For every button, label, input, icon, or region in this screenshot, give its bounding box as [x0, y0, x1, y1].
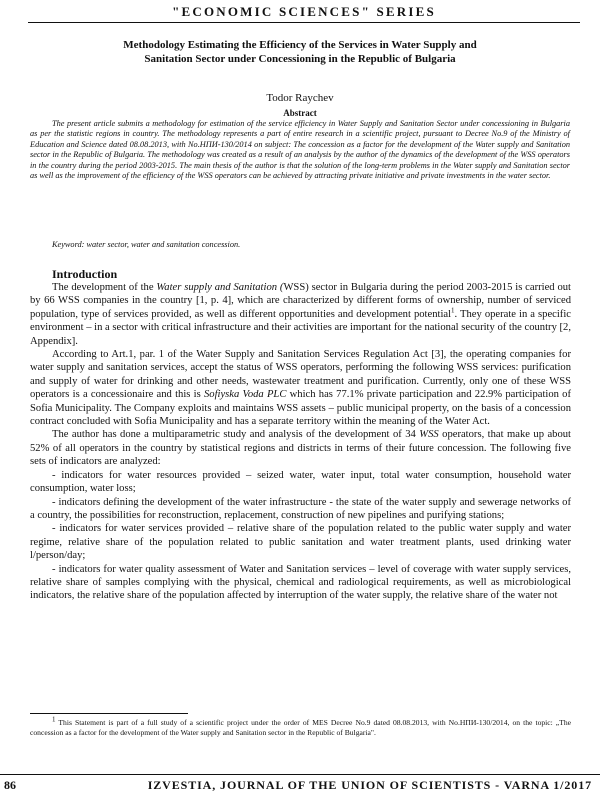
author-name: Todor Raychev	[266, 92, 334, 104]
paragraph-2	[30, 348, 571, 428]
paragraph-3-part-b: operators, that make up about 52% of all operators in the country by statistical regions and districts in terms of their future concession. The following five sets of indicators are analyzed:	[30, 429, 572, 468]
footer-divider	[0, 774, 600, 775]
paragraph-3-emphasis: WSS	[419, 429, 439, 441]
footnote-text: This Statement is part of a full study of a scientific project under the order of MES Decree No.9 dated 08.08.2013, with No.НПИ-130/2014, on the topic: „The concession as a factor for the development of the Water supply and Sanitation sector in the Republic of Bulgaria".	[30, 718, 571, 737]
paragraph-1	[30, 281, 571, 348]
article-title-line-1: Methodology Estimating the Efficiency of the Services in Water Supply and	[123, 39, 477, 51]
page-number: 86	[4, 778, 16, 792]
article-title	[40, 38, 560, 66]
page-footer	[0, 778, 600, 796]
indicator-item-water-infrastructure: - indicators defining the development of the water infrastructure - the state of the water supply and sewerage networks of a country, the possibilities for reconstruction, replacement, construction of new pipelines and purifying stations;	[30, 496, 571, 521]
keywords: Keyword: water sector, water and sanitation concession.	[52, 240, 241, 249]
paragraph-1-emphasis: Water supply and Sanitation (	[156, 282, 284, 293]
article-title-line-2: Sanitation Sector under Concessioning in the Republic of Bulgaria	[144, 53, 456, 65]
paragraph-2-part-b: which has 77.1% private participation and 22.9% participation of Sofia Municipality. The Company exploits and maintains WSS assets – public municipal property, on the basis of a concession contract concluded with Sofia Municipality and has a separate territory within the meaning of the Water Act.	[30, 389, 571, 428]
paragraph-2-emphasis: Sofiyska Voda PLC	[203, 389, 287, 401]
paragraph-1-part-c: . They operate in a specific environment – in a sector with critical infrastructure and their activities are important for the national security of the country [2, Appendix].	[30, 308, 571, 347]
journal-name: IZVESTIA, JOURNAL OF THE UNION OF SCIENTISTS - VARNA 1/2017	[147, 778, 592, 792]
paragraph-3	[30, 428, 571, 468]
footnote-number: 1	[52, 715, 56, 724]
indicator-item-water-resources: - indicators for water resources provided – seized water, water input, total water consumption, household water consumption, water loss;	[30, 469, 571, 495]
paragraph-2-part-a: According to Art.1, par. 1 of the Water Supply and Sanitation Services Regulation Act [3], the operating companies for water supply and sanitation services, accept the status of WSS operators, performing the following WSS services: purification and supply of water for drinking and other needs, wastewater treatment and purification. Currently, only one of these WSS operators is a concessionaire and this is	[30, 349, 571, 401]
footnote-divider	[30, 713, 188, 714]
indicator-item-water-services: - indicators for water services provided – relative share of the population related to the public water supply and water regime, relative share of the population related to public sanitation and water treatment plants, used drinking water l/person/day;	[30, 523, 571, 562]
paragraph-1-part-a: The development of the	[52, 282, 157, 293]
body-text	[30, 281, 571, 603]
abstract-text: The present article submits a methodology for estimation of the service efficiency in Water Supply and Sanitation Sector under concessioning in Bulgaria as per the statistic regions in country. The methodology represents a part of entire research in a scientific project, pursuant to Decree No.9 of the Ministry of Education and Science dated 08.08.2013, with No.НПИ-130/2014 on subject: The concession as a factor for the development of the Water supply and Sanitation sector in the Republic of Bulgaria. The methodology was created as a result of an analysis by the author of the dynamics of the development of the WSS operators in the country during the period 2003-2015. The main thesis of the author is that the solution of the long-term problems in the Water supply and Sanitation sector as well as the improvement of the efficiency of the WSS operators can be achieved by attracting private initiative and private investments in the water sector.	[30, 119, 570, 181]
abstract-heading: Abstract	[283, 108, 317, 118]
paragraph-3-part-a: The author has done a multiparametric study and analysis of the development of 34	[52, 429, 420, 441]
footnote	[30, 715, 571, 738]
indicator-item-water-quality: - indicators for water quality assessment of Water and Sanitation services – level of coverage with water supply services, relative share of samples complying with the physical, chemical and radiological requirements, as well as microbiological indicators, the relative share of the population affected by interruption of the water supply, the relative share of the water not	[30, 563, 571, 602]
series-header: "ECONOMIC SCIENCES" SERIES	[28, 4, 580, 23]
section-heading-introduction: Introduction	[52, 267, 118, 281]
footnote-marker: 1	[451, 306, 455, 315]
paragraph-1-part-b: WSS) sector in Bulgaria during the period 2003-2015 is carried out by 66 WSS companies in the country [1, p. 4], which are characterized by different forms of ownership, number of serviced population, type of services provided, as well as different opportunities and development potential	[30, 282, 571, 320]
